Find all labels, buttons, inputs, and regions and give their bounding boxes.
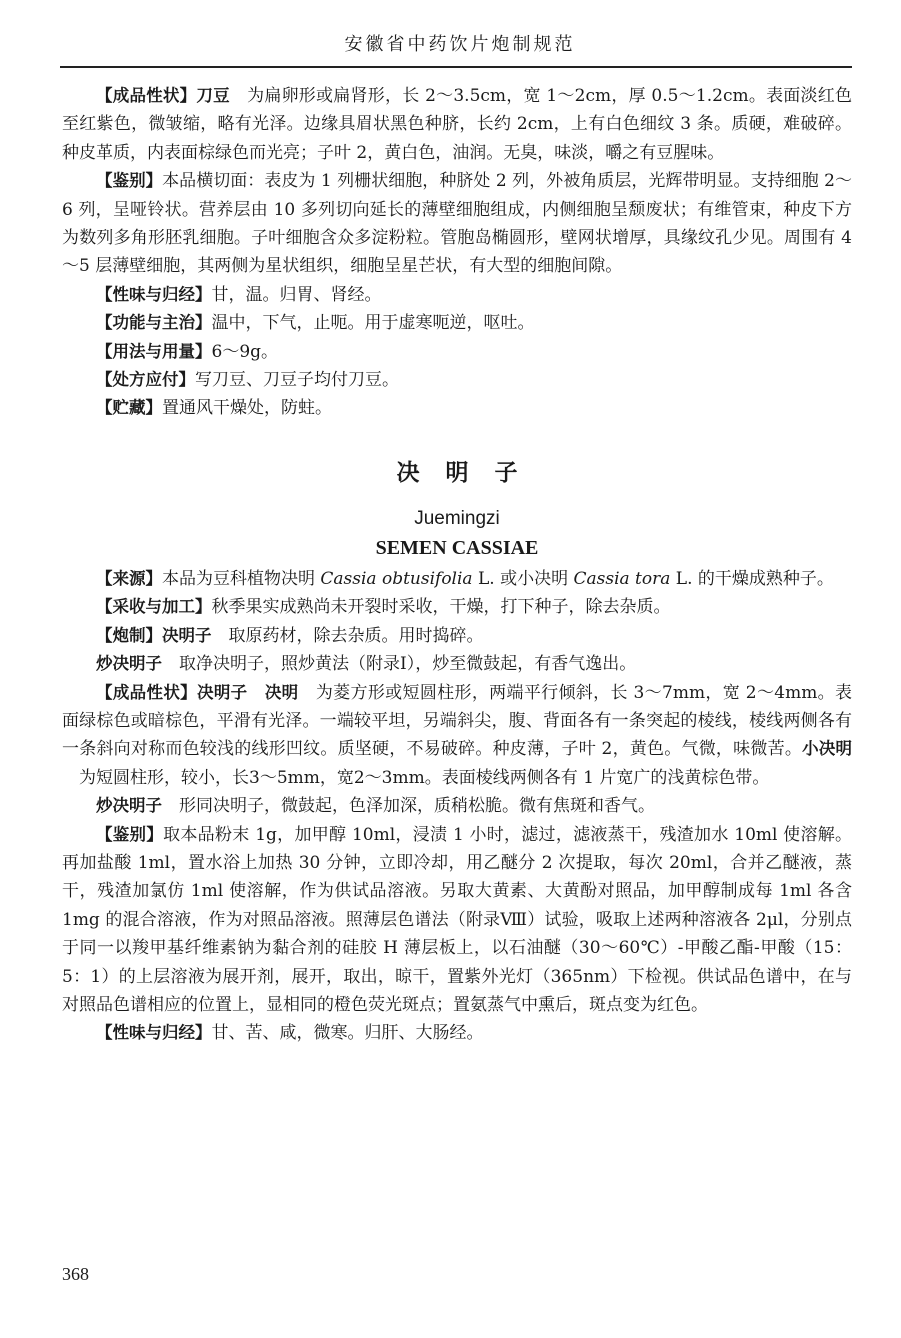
keyword: 决明子 (197, 682, 248, 702)
paragraph-text: 为菱方形或短圆柱形，两端平行倾斜，长 3～7mm，宽 2～4mm。表面绿棕色或暗棕色，平滑有光泽。一端较平坦，另端斜尖，腹、背面各有一条突起的棱线，棱线两侧各有一条斜向对称而色较浅的线形凹纹。质坚硬，不易破碎。种皮薄，子叶 2，黄色。气微，味微苦。 (62, 682, 853, 760)
paragraph-text: 甘、苦、咸，微寒。归肝、大肠经。 (211, 1023, 484, 1044)
section-tag: 【贮藏】 (96, 398, 162, 418)
paragraph-caishou (62, 593, 852, 621)
section-tag: 【成品性状】 (96, 86, 197, 105)
paragraph-text: 为扁卵形或扁肾形，长 2～3.5cm，宽 1～2cm，厚 0.5～1.2cm。表面淡红色至红紫色，微皱缩，略有光泽。边缘具眉状黑色种脐，长约 2cm，上有白色细纹 3 条。质硬，难破碎。种皮革质，内表面棕绿色而光亮；子叶 2，黄白色，油润。无臭，味淡，嚼之有豆腥味。 (62, 86, 853, 163)
paragraph-text: 置通风干燥处，防蛀。 (162, 398, 332, 419)
section-tag: 【功能与主治】 (96, 313, 212, 333)
paragraph-text: 6～9g。 (211, 341, 279, 362)
species-name: Cassia obtusifolia (320, 568, 473, 589)
keyword: 炒决明子 (96, 796, 162, 816)
keyword: 决明子 (162, 625, 212, 645)
paragraph-gongneng (62, 309, 852, 337)
keyword: 刀豆 (196, 86, 230, 105)
paragraph-text: L. 的干燥成熟种子。 (670, 568, 834, 589)
header-rule (60, 66, 852, 68)
section-tag: 【性味与归经】 (96, 1023, 212, 1043)
entry-pinyin: Juemingzi (414, 507, 500, 529)
paragraph-paozhi (62, 622, 852, 650)
entry-title: 决明子 (396, 459, 544, 486)
paragraph-text: 写刀豆、刀豆子均付刀豆。 (195, 370, 399, 391)
species-name: Cassia tora (573, 568, 671, 589)
paragraph-text: 温中，下气，止呃。用于虚寒呃逆，呕吐。 (211, 313, 535, 334)
paragraph-zhucang (62, 394, 852, 422)
paragraph-text: 取净决明子，照炒黄法（附录Ⅰ），炒至微鼓起，有香气逸出。 (179, 654, 637, 675)
paragraph-text: L. 或小决明 (472, 568, 574, 589)
jueming-section (62, 565, 852, 1048)
daodou-section (62, 82, 852, 423)
section-tag: 【来源】 (96, 568, 162, 588)
section-tag: 【性味与归经】 (96, 284, 212, 304)
paragraph-chufang (62, 366, 852, 394)
paragraph-text: 为短圆柱形，较小，长3～5mm，宽2～3mm。表面棱线两侧各有 1 片宽广的浅黄棕色带。 (79, 767, 770, 788)
paragraph-xingwei-2 (62, 1019, 852, 1047)
paragraph-chaojueming (62, 650, 852, 678)
document-body (62, 82, 852, 1048)
paragraph-chengpin-2 (62, 679, 852, 793)
section-tag: 【用法与用量】 (96, 341, 212, 361)
paragraph-text: 本品为豆科植物决明 (162, 568, 321, 589)
paragraph-text: 取本品粉末 1g，加甲醇 10ml，浸渍 1 小时，滤过，滤液蒸干，残渣加水 10ml 使溶解。再加盐酸 1ml，置水浴上加热 30 分钟，立即冷却，用乙醚分 2 次提取，每次 20ml，合并乙醚液，蒸干，残渣加氯仿 1ml 使溶解，作为供试品溶液。另取大黄素、大黄酚对照品，加甲醇制成每 1ml 各含 1mg 的混合溶液，作为对照品溶液。照薄层色谱法（附录Ⅷ）试验，吸取上述两种溶液各 2μl，分别点于同一以羧甲基纤维素钠为黏合剂的硅胶 H 薄层板上，以石油醚（30～60℃）-甲酸乙酯-甲酸（15：5：1）的上层溶液为展开剂，展开，取出，晾干，置紫外光灯（365nm）下检视。供试品色谱中，在与对照品色谱相应的位置上，显相同的橙色荧光斑点；置氨蒸气中熏后，斑点变为红色。 (62, 824, 852, 1015)
section-tag: 【鉴别】 (96, 171, 163, 191)
paragraph-jianbie-2 (62, 821, 852, 1020)
paragraph-text: 取原药材，除去杂质。用时捣碎。 (228, 625, 484, 646)
paragraph-source (62, 565, 852, 593)
section-tag: 【炮制】 (96, 625, 162, 645)
keyword: 炒决明子 (96, 654, 162, 674)
section-tag: 【采收与加工】 (96, 597, 212, 617)
paragraph-xingwei (62, 281, 852, 309)
paragraph-chengpin (62, 82, 852, 167)
paragraph-text: 本品横切面：表皮为 1 列栅状细胞，种脐处 2 列，外被角质层，光辉带明显。支持细胞 2～6 列，呈哑铃状。营养层由 10 多列切向延长的薄壁细胞组成，内侧细胞呈颓废状；有维管束，种皮下方为数列多角形胚乳细胞。子叶细胞含众多淀粉粒。管胞岛椭圆形，壁网状增厚，具缘纹孔少见。周围有 4～5 层薄壁细胞，其两侧为星状组织，细胞呈星芒状，有大型的细胞间隙。 (62, 171, 853, 277)
paragraph-text: 形同决明子，微鼓起，色泽加深，质稍松脆。微有焦斑和香气。 (179, 796, 655, 817)
paragraph-text: 秋季果实成熟尚未开裂时采收，干燥，打下种子，除去杂质。 (211, 597, 671, 618)
keyword: 小决明 (802, 739, 853, 759)
entry-latin-name: SEMEN CASSIAE (375, 536, 539, 559)
section-tag: 【处方应付】 (96, 370, 195, 390)
section-tag: 【成品性状】 (96, 682, 197, 702)
running-header: 安徽省中药饮片炮制规范 (344, 34, 576, 55)
paragraph-text: 甘，温。归胃、肾经。 (211, 284, 382, 305)
page-number: 368 (62, 1264, 89, 1284)
section-tag: 【鉴别】 (96, 824, 164, 844)
paragraph-yongfa (62, 338, 852, 366)
paragraph-chaojueming-2 (62, 792, 852, 820)
keyword: 决明 (264, 682, 299, 702)
paragraph-jianbie (62, 167, 852, 281)
